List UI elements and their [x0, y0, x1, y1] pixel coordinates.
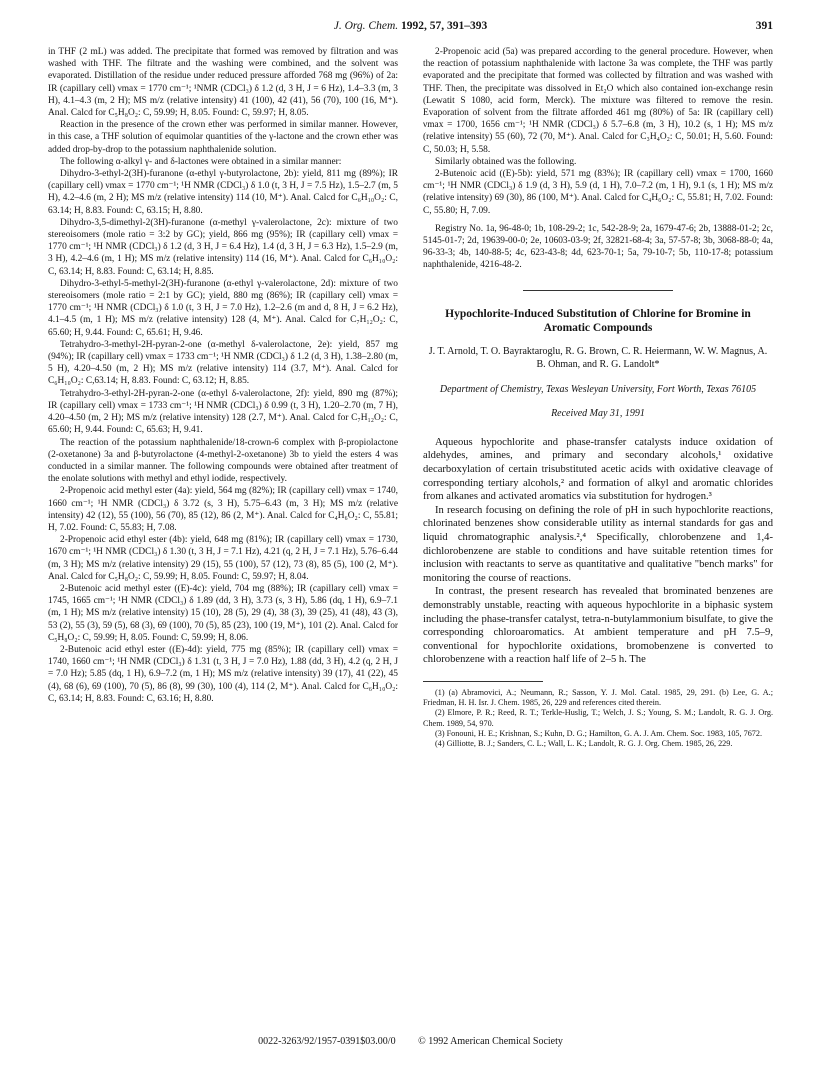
compound-entry: Dihydro-3,5-dimethyl-2(3H)-furanone (α-methyl γ-valerolactone, 2c): mixture of two stereoisomers (mole ratio = 3:2 by GC); yield, 866 mg (95%); IR (capillary cell) νmax = 1770 cm⁻¹; ¹H NMR (CDCl₃) δ 1.2 (d, 3 H, J = 6.4 Hz), 1.4 (d, 3 H, J = 6.3 Hz), 1.5–2.9 (m, 3 H), 4.2–4.6 (m, 1 H); MS m/z (relative intensity) 114 (16, M⁺). Anal. Calcd for C₆H₁₀O₂: C, 63.14; H, 8.83. Found: C, 63.14; H, 8.85.: [48, 217, 398, 277]
copyright: © 1992 American Chemical Society: [418, 1036, 563, 1047]
page-number: 391: [755, 20, 773, 32]
article-code: 0022-3263/92/1957-0391$03.00/0: [258, 1036, 396, 1047]
paragraph: in THF (2 mL) was added. The precipitate that formed was removed by filtration and was washed with THF. The filtrate and the washing were combined, and the solvent was evaporated. Distillation of the residue under reduced pressure afforded 768 mg (96%) of 2a: IR (capillary cell) νmax = 1770 cm⁻¹; ¹NMR (CDCl₃) δ 1.2 (d, 3 H, J = 6 Hz), 1.4–3.3 (m, 3 H), 4.1–4.3 (m, 2 H); MS m/z (relative intensity) 41 (100), 42 (41), 56 (70), 100 (16, M⁺). Anal. Calcd for C₅H₈O₂: C, 59.99; H, 8.05. Found: C, 59.97; H, 8.05.: [48, 47, 398, 119]
section-divider: [523, 290, 673, 291]
compound-entry: 2-Butenoic acid ethyl ester ((E)-4d): yield, 775 mg (85%); IR (capillary cell) νmax = 1740, 1660 cm⁻¹; ¹H NMR (CDCl₃) δ 1.31 (t, 3 H, J = 7.0 Hz), 1.88 (dd, 3 H), 4.2 (q, 2 H, J = 7.0 Hz); 5.85 (dq, 1 H), 6.9–7.2 (m, 1 H); MS m/z (relative intensity) 39 (17), 41 (22), 45 (4), 68 (6), 69 (100), 70 (5), 86 (8), 99 (30), 100 (4), 114 (2, M⁺). Anal. Calcd for C₆H₁₀O₂: C, 63.14; H, 8.83. Found: C, 63.16; H, 8.80.: [48, 644, 398, 704]
footnote: (1) (a) Abramovici, A.; Neumann, R.; Sasson, Y. J. Mol. Catal. 1985, 29, 291. (b) Lee, G. A.; Friedman, H. H. Isr. J. Chem. 1985, 26, 229 and references cited therein.: [423, 687, 773, 708]
page-footer: [48, 1036, 773, 1050]
compound-entry: Tetrahydro-3-methyl-2H-pyran-2-one (α-methyl δ-valerolactone, 2e): yield, 857 mg (94%); IR (capillary cell) νmax = 1733 cm⁻¹; ¹H NMR (CDCl₃) δ 1.2 (d, 3 H), 1.38–2.80 (m, 5 H), 4.20–4.50 (m, 2 H); MS m/z (relative intensity) 114 (3.7, M⁺). Anal. Calcd for C₆H₁₀O₂: C,63.14; H, 8.83. Found: C, 63.12; H, 8.85.: [48, 339, 398, 387]
compound-entry: 2-Propenoic acid ethyl ester (4b): yield, 648 mg (81%); IR (capillary cell) νmax = 1730, 1670 cm⁻¹; ¹H NMR (CDCl₃) δ 1.30 (t, 3 H, J = 7.1 Hz), 4.21 (q, 2 H, J = 7.1 Hz), 5.76–6.44 (m, 3 H); MS m/z (relative intensity) 29 (15), 55 (100), 57 (12), 73 (8), 85 (5), 100 (2, M⁺). Anal. Calcd for C₅H₈O₂: C, 59.99; H, 8.05. Found: C, 59.97; H, 8.04.: [48, 535, 398, 582]
journal-volume: 1992, 57, 391–393: [401, 20, 488, 32]
compound-entry: Dihydro-3-ethyl-2(3H)-furanone (α-ethyl γ-butyrolactone, 2b): yield, 811 mg (89%); IR (capillary cell) νmax = 1770 cm⁻¹; ¹H NMR (CDCl₃) δ 1.0 (t, 3 H, J = 7.5 Hz), 1.5–2.7 (m, 5 H), 4.2–4.6 (m, 2 H); MS m/z (relative intensity) 114 (10, M⁺). Anal. Calcd for C₆H₁₀O₂: C, 63.14; H, 8.83. Found: C, 63.15; H, 8.80.: [48, 169, 398, 216]
compound-entry: 2-Butenoic acid methyl ester ((E)-4c): yield, 704 mg (88%); IR (capillary cell) νmax = 1745, 1665 cm⁻¹; ¹H NMR (CDCl₃) δ 1.89 (dd, 3 H), 3.73 (s, 3 H), 5.86 (dq, 1 H), 6.9–7.1 (m, 1 H); MS m/z (relative intensity) 15 (10), 28 (5), 29 (4), 38 (3), 39 (25), 41 (48), 43 (3), 53 (2), 55 (3), 59 (5), 68 (3), 69 (100), 70 (5), 85 (23), 100 (19, M⁺), 101 (2). Anal. Calcd for C₅H₈O₂: C, 59.99; H, 8.05. Found: C, 59.99; H, 8.06.: [48, 583, 398, 643]
footnote-divider: [423, 681, 543, 682]
footnote: (4) Gilliotte, B. J.; Sanders, C. L.; Wall, L. K.; Landolt, R. G. J. Org. Chem. 1985, 26, 229.: [435, 738, 733, 748]
article-authors: J. T. Arnold, T. O. Bayraktaroglu, R. G. Brown, C. R. Heiermann, W. W. Magnus, A. B. Ohman, and R. G. Landolt*: [428, 345, 768, 370]
right-column: [423, 46, 773, 1006]
registry-numbers: Registry No. 1a, 96-48-0; 1b, 108-29-2; 1c, 542-28-9; 2a, 1679-47-6; 2b, 13888-01-2; 2c, 5145-01-7; 2d, 19639-00-0; 2e, 10603-03-9; 2f, 32821-68-4; 3a, 57-57-8; 3b, 3068-88-0; 4a, 96-33-3; 4b, 140-88-5; 4c, 623-43-8; 4d, 623-70-1; 5a, 79-10-7; 5b, 110-17-8; potassium naphthalenide, 4216-48-2.: [423, 223, 773, 271]
received-date: Received May 31, 1991: [551, 407, 645, 419]
paragraph: The reaction of the potassium naphthalenide/18-crown-6 complex with β-propiolactone (2-oxetanone) 3a and β-butyrolactone (4-methyl-2-oxetanone) 3b to yield the esters 4 was conducted in a similar manner. The following compounds were obtained after treatment of the enolate solutions with methyl and ethyl iodide, respectively.: [48, 437, 398, 485]
journal-name: J. Org. Chem.: [333, 20, 399, 32]
paragraph: In contrast, the present research has revealed that brominated benzenes are demonstrably unstable, reacting with aqueous hypochlorite in a biphasic system including the phase-transfer catalyst, tetra-n-butylammonium bisulfate, to give the corresponding chloroaromatics. At ambient temperature and pH 7.5–9, conventional for hypochlorite oxidations, bromobenzene is converted to chlorobenzene with a reaction half life of 2–5 h. The: [423, 586, 773, 666]
article-title: Hypochlorite-Induced Substitution of Chlorine for Bromine in Aromatic Compounds: [445, 307, 751, 334]
compound-entry: Tetrahydro-3-ethyl-2H-pyran-2-one (α-ethyl δ-valerolactone, 2f): yield, 890 mg (87%); IR (capillary cell) νmax = 1733 cm⁻¹; ¹H NMR (CDCl₃) δ 0.99 (t, 3 H), 1.20–2.70 (m, 7 H), 4.20–4.50 (m, 2 H); MS m/z (relative intensity) 128 (2.7, M⁺). Anal. Calcd for C₇H₁₂O₂: C, 65.60; H, 9.44. Found: C, 65.63; H, 9.41.: [48, 388, 398, 436]
paragraph: The following α-alkyl γ- and δ-lactones were obtained in a similar manner:: [60, 156, 342, 167]
compound-entry: 2-Propenoic acid methyl ester (4a): yield, 564 mg (82%); IR (capillary cell) νmax = 1740, 1660 cm⁻¹; ¹H NMR (CDCl₃) δ 3.72 (s, 3 H), 5.75–6.43 (m, 3 H); MS m/z (relative intensity) 42 (12), 55 (100), 56 (70), 85 (12), 86 (2, M⁺). Anal. Calcd for C₄H₆O₂: C, 55.81; H, 7.02. Found: C, 55.83; H, 7.08.: [48, 486, 398, 533]
paragraph: Aqueous hypochlorite and phase-transfer catalysts induce oxidation of aldehydes, amines, and primary and secondary alcohols,¹ oxidative decarboxylation of certain trisubstituted acetic acids with oxidative cleavage of corresponding tertiary alcohols,² and formation of alkyl and aromatic chlorides from alkanes and activated aromatics via substitution for hydrogen.³: [423, 436, 773, 503]
article-body: [423, 436, 773, 667]
running-head: [48, 20, 773, 32]
footnote: (3) Fonouni, H. E.; Krishnan, S.; Kuhn, D. G.; Hamilton, G. A. J. Am. Chem. Soc. 1983, 105, 7672.: [435, 728, 763, 738]
compound-entry: 2-Propenoic acid (5a) was prepared according to the general procedure. However, when the reaction of potassium naphthalenide with lactone 3a was complete, the THF was partly evaporated and the precipitate that formed was collected by filtration and was washed with THF. Then, the precipitate was dissolved in Et₂O which also contained ion-exchange resin (Lewatit S 1080, acid form, Merck). The mixture was filtered to remove the resin. Evaporation of solvent from the filtrate afforded 461 mg (80%) of 5a: IR (capillary cell) νmax = 1700, 1656 cm⁻¹; ¹H NMR (CDCl₃) δ 5.7–6.8 (m, 3 H), 10.2 (s, 1 H); MS m/z (relative intensity) 55 (60), 72 (70, M⁺). Anal. Calcd for C₃H₄O₂: C, 50.01; H, 5.60. Found: C, 50.03; H, 5.58.: [423, 47, 773, 155]
article-affiliation: Department of Chemistry, Texas Wesleyan University, Fort Worth, Texas 76105: [439, 383, 757, 395]
paragraph: Reaction in the presence of the crown ether was performed in similar manner. However, in this case, a THF solution of equimolar quantities of the γ-lactone and the crown ether was added drop-by-drop to the potassium naphthalenide solution.: [48, 120, 398, 155]
compound-entry: Dihydro-3-ethyl-5-methyl-2(3H)-furanone (α-ethyl γ-valerolactone, 2d): mixture of two stereoisomers (mole ratio = 2:1 by GC); yield, 880 mg (86%); IR (capillary cell) νmax = 1770 cm⁻¹; ¹H NMR (CDCl₃) δ 1.0 (t, 3 H, J = 7.0 Hz), 1.2–2.6 (m and d, 8 H, J = 6.2 Hz), 4.1–4.5 (m, 1 H); MS m/z (relative intensity) 128 (4, M⁺). Anal. Calcd for C₇H₁₂O₂: C, 65.60; H, 9.44. Found: C, 65.61; H, 9.46.: [48, 278, 398, 338]
left-column: [48, 46, 398, 1006]
page-header: [48, 20, 773, 36]
compound-entry: 2-Butenoic acid ((E)-5b): yield, 571 mg (83%); IR (capillary cell) νmax = 1700, 1660 cm⁻¹; ¹H NMR (CDCl₃) δ 1.9 (d, 3 H), 5.9 (d, 1 H), 7.0–7.2 (m, 1 H), 9.1 (s, 1 H); MS m/z (relative intensity) 69 (30), 86 (100, M⁺). Anal. Calcd for C₄H₆O₂: C, 55.81; H, 7.02. Found: C, 55.80; H, 7.09.: [423, 169, 773, 216]
paragraph: In research focusing on defining the role of pH in such hypochlorite reactions, chlorinated benzenes show considerable utility as internal standards for gas and liquid chromatographic analysis.²,⁴ Specifically, chlorobenzene and 1,4-dichlorobenzene are stable to conditions and have suitable retention times for inclusion with reactants to serve as quantitative and qualitative "bench marks" for monitoring the course of reactions.: [423, 504, 773, 584]
paragraph: Similarly obtained was the following.: [435, 156, 577, 167]
footnote: (2) Elmore, P. R.; Reed, R. T.; Terkle-Huslig, T.; Welch, J. S.; Young, S. M.; Landolt, R. G. J. Org. Chem. 1989, 54, 970.: [423, 708, 773, 728]
